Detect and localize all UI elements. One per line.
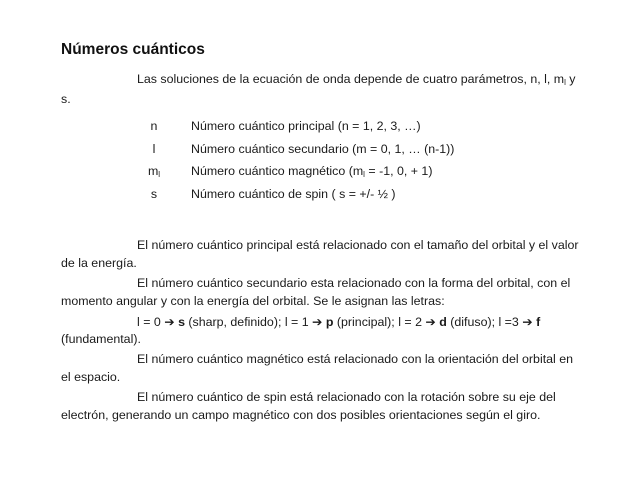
paragraph-principal-line-1: El número cuántico principal está relacionado con el tamaño del orbital y el valor	[137, 238, 579, 252]
param-desc-l: Número cuántico secundario (m = 0, 1, … (n-1))	[191, 142, 455, 156]
paragraph-magnetic-line-1: El número cuántico magnético está relacionado con la orientación del orbital en	[137, 352, 574, 366]
param-symbol-s: s	[150, 187, 158, 201]
intro-text-end: y	[565, 72, 576, 86]
arrow-icon: ➔	[164, 315, 175, 329]
arrow-icon: ➔	[312, 315, 323, 329]
param-symbol-l: l	[152, 142, 156, 156]
param-desc-n: Número cuántico principal (n = 1, 2, 3, …)	[191, 119, 421, 133]
intro-line-2: s.	[61, 92, 71, 106]
paragraph-spin-line-2: electrón, generando un campo magnético con dos posibles orientaciones según el giro.	[61, 408, 541, 422]
param-symbol-n: n	[150, 119, 158, 133]
paragraph-secondary-line-2: momento angular y con la energía del orbital. Se le asignan las letras:	[61, 294, 445, 308]
paragraph-spin-line-1: El número cuántico de spin está relacionado con la rotación sobre su eje del	[137, 390, 556, 404]
paragraph-magnetic-line-2: el espacio.	[61, 370, 121, 384]
intro-text: Las soluciones de la ecuación de onda depende de cuatro parámetros, n, l, m	[137, 72, 565, 86]
intro-line-1	[137, 72, 576, 87]
paragraph-principal-line-2: de la energía.	[61, 256, 137, 270]
orbital-letters-line-2: (fundamental).	[61, 332, 141, 346]
param-symbol-ml: $m_l$	[147, 164, 161, 179]
paragraph-secondary-line-1: El número cuántico secundario esta relacionado con la forma del orbital, con el	[137, 276, 571, 290]
param-desc-s: Número cuántico de spin ( s = +/- ½ )	[191, 187, 396, 201]
arrow-icon: ➔	[425, 315, 436, 329]
orbital-letters-line: l = 0 ➔ s (sharp, definido); l = 1 ➔ p (principal); l = 2 ➔ d (difuso); l =3 ➔ f	[137, 315, 541, 329]
intro-subscript: l	[564, 78, 566, 87]
arrow-icon: ➔	[522, 315, 533, 329]
param-desc-ml: Número cuántico magnético ($m_l = -1$, 0, + 1)	[191, 164, 433, 179]
page-title: Números cuánticos	[61, 41, 205, 58]
